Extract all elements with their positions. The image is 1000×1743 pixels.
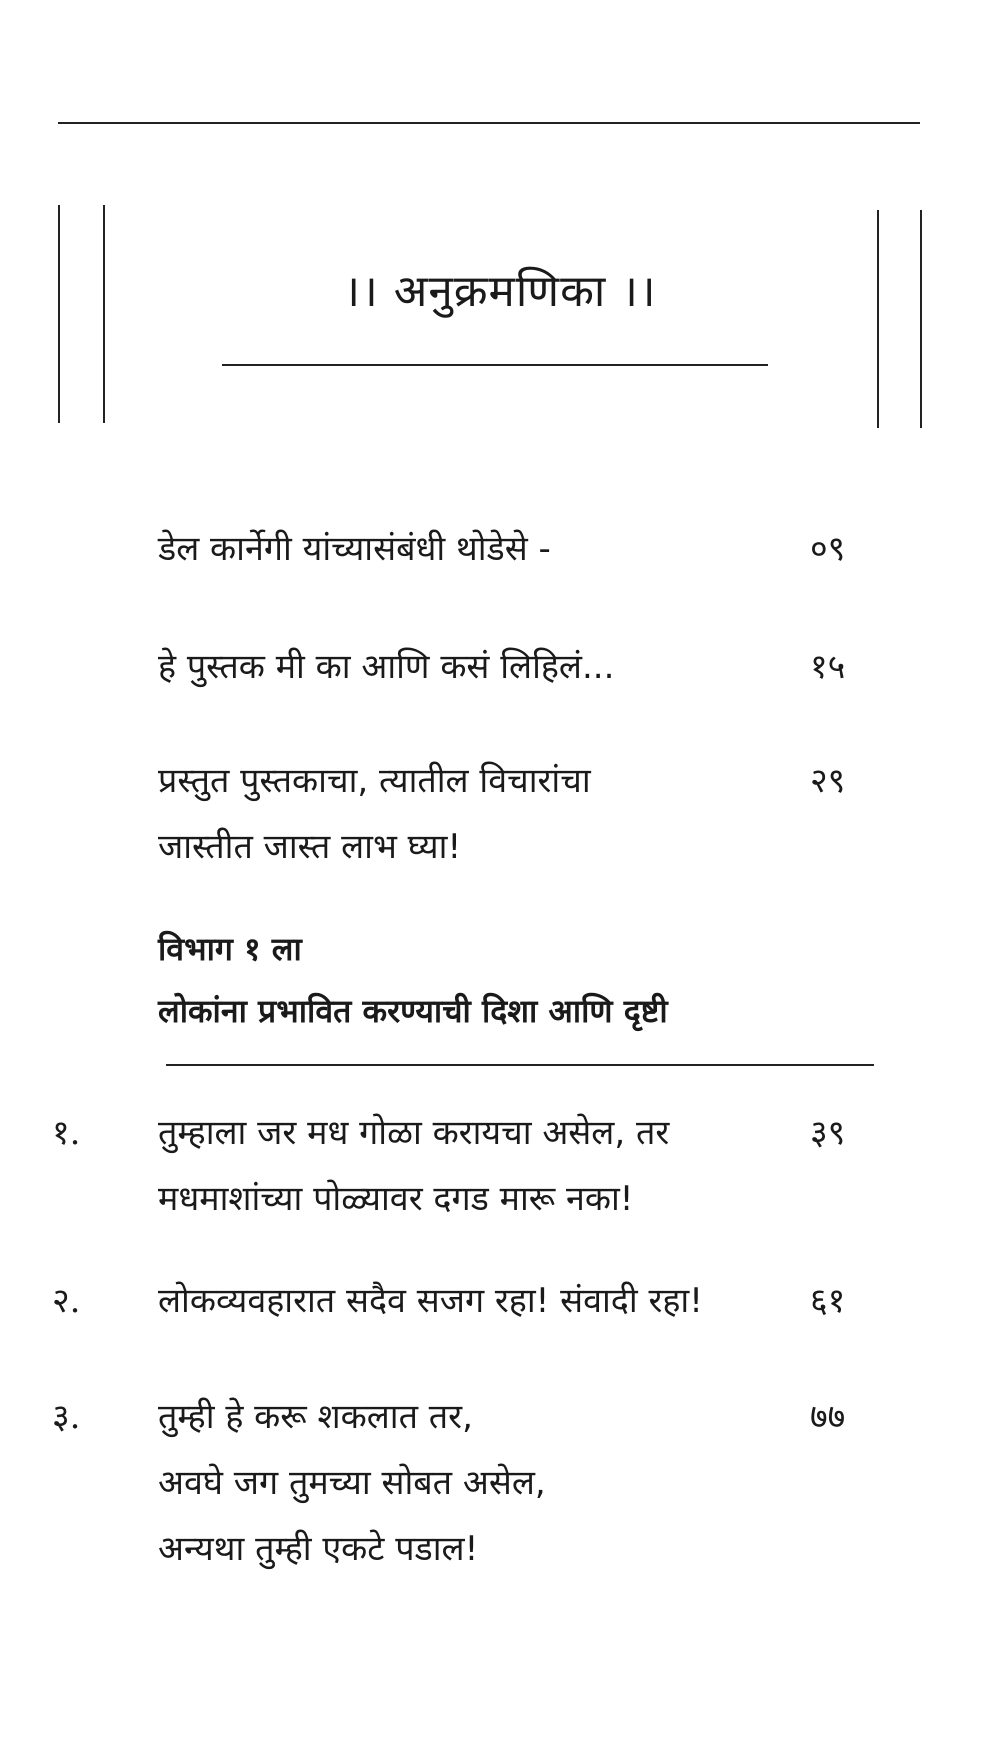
title-underline — [222, 364, 768, 366]
chapter-page: ३९ — [810, 1113, 846, 1153]
section-title: लोकांना प्रभावित करण्याची दिशा आणि दृष्टी — [158, 992, 668, 1030]
chapter-number: २. — [52, 1281, 81, 1321]
chapter-number: १. — [52, 1113, 81, 1153]
toc-entry-page: १५ — [810, 647, 846, 687]
chapter-page: ६१ — [810, 1281, 846, 1321]
toc-entry-page: ०९ — [810, 529, 846, 569]
page-title: ।। अनुक्रमणिका ।। — [343, 266, 657, 317]
toc-entry-page: २९ — [810, 761, 846, 801]
top-rule — [58, 122, 920, 124]
toc-entry-text: हे पुस्तक मी का आणि कसं लिहिलं... — [158, 647, 615, 687]
chapter-page: ७७ — [810, 1397, 846, 1437]
toc-entry-text: प्रस्तुत पुस्तकाचा, त्यातील विचारांचा जास्तीत जास्त लाभ घ्या! — [158, 761, 591, 867]
toc-entry-text: डेल कार्नेगी यांच्यासंबंधी थोडेसे - — [158, 529, 551, 569]
chapter-title: लोकव्यवहारात सदैव सजग रहा! संवादी रहा! — [158, 1281, 703, 1321]
section-label: विभाग १ ला — [158, 930, 302, 968]
chapter-title: तुम्ही हे करू शकलात तर, अवघे जग तुमच्या सोबत असेल, अन्यथा तुम्ही एकटे पडाल! — [158, 1397, 546, 1569]
section-underline — [166, 1064, 874, 1066]
chapter-number: ३. — [52, 1397, 81, 1437]
section-heading — [158, 918, 668, 1042]
chapter-title: तुम्हाला जर मध गोळा करायचा असेल, तर मधमाशांच्या पोळ्यावर दगड मारू नका! — [158, 1113, 670, 1219]
